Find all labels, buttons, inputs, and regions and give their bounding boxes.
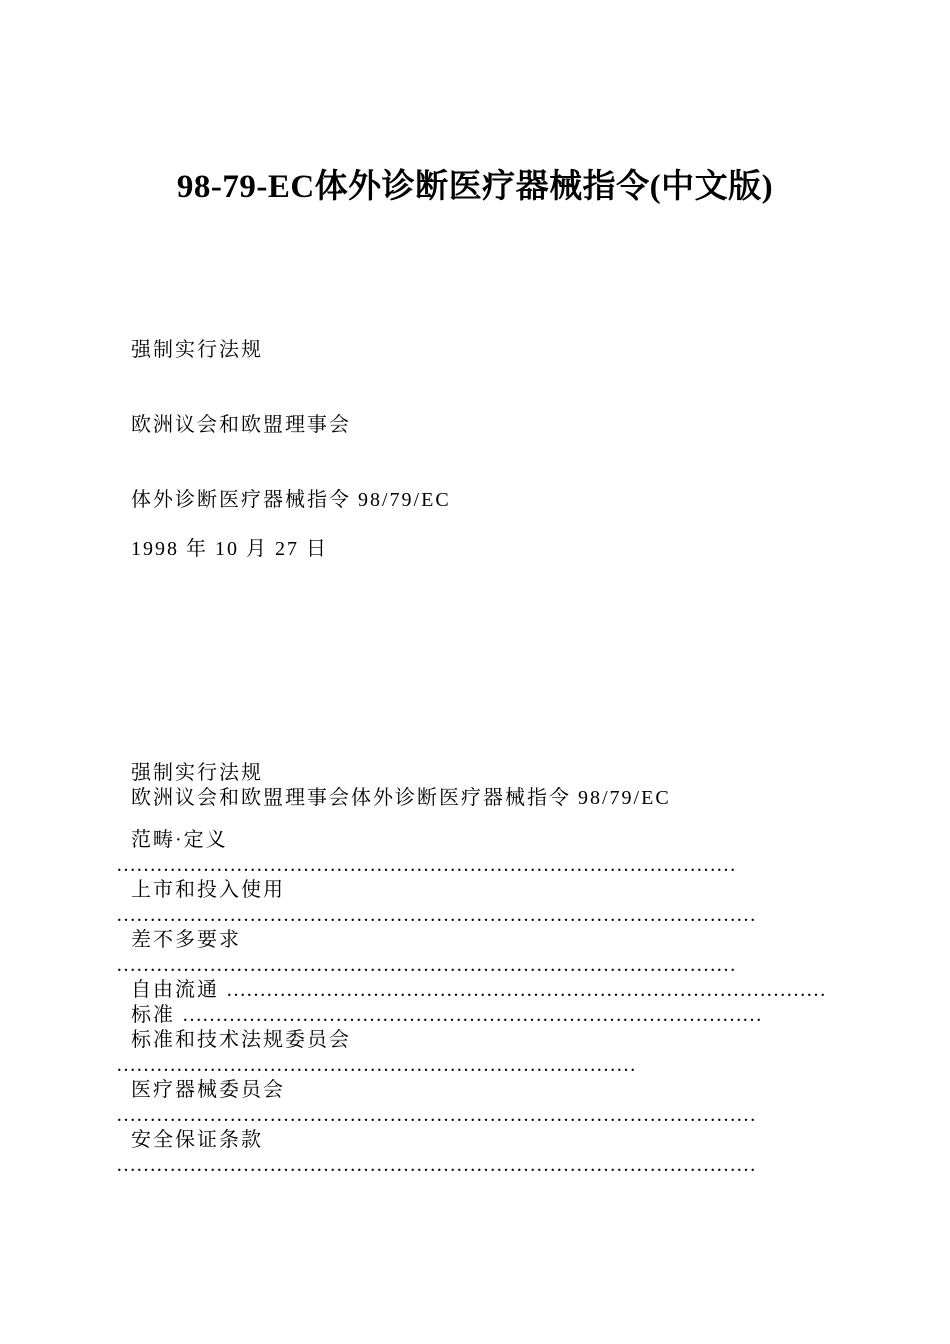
toc-entry-label: 差不多要求 (131, 929, 241, 951)
toc-entry-label: 安全保证条款 (131, 1129, 263, 1151)
toc-entry-label: 上市和投入使用 (131, 879, 285, 901)
cover-line-date: 1998 年 10 月 27 日 (131, 538, 328, 560)
toc-entry-label: 标准 (131, 1004, 182, 1026)
toc-entry-leader: ………………………………………………………………………………… (116, 954, 736, 976)
toc-entry-free-movement[interactable] (116, 978, 828, 1003)
toc-entry-scope[interactable] (116, 828, 828, 878)
toc-entry-leader: ………………………………………………………………………………… (116, 854, 736, 876)
header-line-regulation: 强制实行法规 (131, 762, 263, 784)
toc-entry-leader: …………………………………………………………………………… (182, 1004, 762, 1026)
table-of-contents (116, 828, 828, 1178)
toc-entry-leader: …………………………………………………………………………………… (116, 1154, 756, 1176)
toc-entry-leader: …………………………………………………………………… (116, 1054, 636, 1076)
toc-entry-leader: …………………………………………………………………………………… (116, 904, 756, 926)
toc-entry-label: 标准和技术法规委员会 (131, 1029, 351, 1051)
cover-line-council: 欧洲议会和欧盟理事会 (131, 414, 351, 436)
toc-entry-requirements[interactable] (116, 928, 828, 978)
cover-line-regulation: 强制实行法规 (131, 339, 263, 361)
toc-entry-leader: …………………………………………………………………………………… (116, 1104, 756, 1126)
toc-entry-label: 自由流通 (131, 979, 226, 1001)
toc-entry-safeguard-clause[interactable] (116, 1128, 828, 1178)
toc-entry-label: 医疗器械委员会 (131, 1079, 285, 1101)
toc-entry-leader: ……………………………………………………………………………… (226, 979, 826, 1001)
toc-entry-standards-committee[interactable] (116, 1028, 828, 1078)
cover-line-directive: 体外诊断医疗器械指令 98/79/EC (131, 489, 451, 511)
document-title: 98-79-EC体外诊断医疗器械指令(中文版) (176, 169, 774, 205)
toc-entry-standards[interactable] (116, 1003, 828, 1028)
toc-entry-market[interactable] (116, 878, 828, 928)
header-line-directive: 欧洲议会和欧盟理事会体外诊断医疗器械指令 98/79/EC (131, 787, 671, 809)
toc-entry-medical-devices-committee[interactable] (116, 1078, 828, 1128)
toc-entry-label: 范畴·定义 (131, 829, 228, 851)
